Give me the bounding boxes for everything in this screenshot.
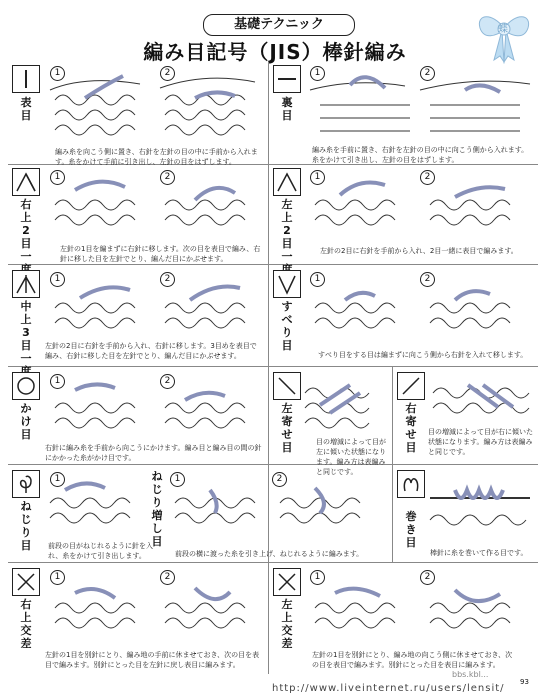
label-right-cross: 右上交差: [20, 598, 32, 650]
caption-yarn-over: 右針に編み糸を手前から向こうにかけます。編み目と編み目の間の針にかかった糸がかけ目です。: [45, 444, 262, 462]
illustration-left-decrease: [305, 175, 535, 245]
label-right-decrease: 右上2目一: [20, 198, 32, 263]
step-1: 1: [310, 170, 325, 185]
watermark-url[interactable]: http://www.liveinternet.ru/users/lensit/: [272, 683, 505, 694]
caption-twisted-increase: 前段の横に渡った糸を引き上げ、ねじれるように編みます。: [175, 550, 364, 558]
illustration-wrap: [425, 478, 535, 538]
symbol-twisted: [12, 470, 40, 498]
label-left-decrease: 左上2目一: [281, 198, 293, 263]
symbol-knit: [12, 65, 40, 93]
caption-right-decrease: 左針の1目を編まずに右針に移します。次の目を表目で編み、右針に移した目を左針でとり、編んだ目にかぶせます。: [60, 245, 261, 263]
illustration-left-lean: [300, 375, 385, 435]
illustration-twisted-increase: [170, 478, 385, 538]
column-divider: [268, 62, 269, 674]
illustration-purl: [305, 70, 535, 148]
ribbon-bow-icon: [474, 6, 534, 64]
caption-slip: すべり目をする目は編まずに向こう側から右針を入れて移します。: [318, 351, 528, 359]
caption-left-decrease: 左針の2目に右針を手前から入れ、2目一緒に表目で編みます。: [320, 247, 518, 255]
label-knit: 表目: [20, 96, 32, 122]
illustration-twisted: [45, 478, 150, 538]
illustration-knit: [45, 70, 260, 148]
step-1: 1: [50, 570, 65, 585]
row-divider: [8, 366, 538, 367]
label-purl: 裏目: [281, 96, 293, 122]
illustration-right-lean: [428, 375, 536, 425]
illustration-yarn-over: [45, 380, 260, 440]
symbol-left-lean: [273, 372, 301, 400]
step-1: 1: [50, 170, 65, 185]
label-left-cross: 左上交差: [281, 598, 293, 650]
watermark-secondary: bbs.kbl...: [452, 670, 489, 679]
label-yarn-over: かけ目: [20, 402, 32, 441]
caption-left-cross: 左針の1目を別針にとり、編み地の向こう側に休ませておき、次の目を表目で編みます。別針にとった目を表目に編みます。: [312, 651, 513, 669]
step-1: 1: [50, 472, 65, 487]
illustration-center-decrease: [45, 278, 260, 344]
step-2: 2: [420, 570, 435, 585]
symbol-right-decrease: [12, 168, 40, 196]
illustration-left-cross: [305, 578, 535, 648]
symbol-right-cross: [12, 568, 40, 596]
symbol-left-cross: [273, 568, 301, 596]
step-2: 2: [420, 66, 435, 81]
row-divider: [8, 464, 538, 465]
caption-knit: 編み糸を向こう側に置き、右針を左針の目の中に手前から入れます。糸をかけて手前に引き出し、左針の目をはずします。: [55, 148, 258, 166]
step-2: 2: [272, 472, 287, 487]
illustration-right-cross: [45, 578, 260, 648]
label-right-lean: 右寄せ目: [405, 402, 417, 454]
label-twisted-increase: ねじり増し目: [151, 470, 163, 548]
caption-twisted: 前段の目がねじれるように針を入れ、糸をかけて引き出します。: [48, 542, 153, 560]
step-1: 1: [50, 272, 65, 287]
step-1: 1: [310, 66, 325, 81]
illustration-right-decrease: [45, 175, 260, 245]
bow-text: 蝶: [498, 24, 508, 35]
symbol-purl: [273, 65, 301, 93]
row-divider: [8, 264, 538, 265]
page-title: 編み目記号（JIS）棒針編み: [143, 40, 407, 64]
caption-purl: 編み糸を手前に置き、右針を左針の目の中に向こう側から入れます。糸をかけて引き出し、左針の目をはずします。: [312, 146, 529, 164]
column-divider: [392, 464, 393, 562]
symbol-yarn-over: [12, 372, 40, 400]
step-2: 2: [160, 570, 175, 585]
step-1: 1: [50, 374, 65, 389]
step-1: 1: [50, 66, 65, 81]
step-1: 1: [310, 272, 325, 287]
step-2: 2: [420, 272, 435, 287]
caption-right-lean: 目の増減によって目が右に傾いた状態になります。編み方は表編みと同じです。: [428, 428, 533, 456]
column-divider: [392, 366, 393, 464]
caption-wrap: 棒針に糸を巻いて作る目です。: [430, 549, 528, 557]
label-wrap: 巻き目: [405, 510, 417, 549]
step-2: 2: [420, 170, 435, 185]
label-slip: すべり目: [281, 300, 293, 352]
label-twisted: ねじり目: [20, 500, 32, 552]
symbol-wrap: [397, 470, 425, 498]
section-tag: 基礎テクニック: [203, 14, 355, 36]
step-2: 2: [160, 170, 175, 185]
step-1: 1: [310, 570, 325, 585]
caption-center-decrease: 左針の2目に右針を手前から入れ、右針に移します。3目めを表目で編み、右針に移した目を左針でとり、編んだ目にかぶせます。: [45, 342, 257, 360]
symbol-center-decrease: [12, 270, 40, 298]
row-divider: [8, 562, 538, 563]
step-2: 2: [160, 66, 175, 81]
illustration-slip: [305, 278, 535, 344]
step-1: 1: [170, 472, 185, 487]
label-center-decrease: 中上3目一: [20, 300, 32, 365]
symbol-slip: [273, 270, 301, 298]
symbol-right-lean: [397, 372, 425, 400]
caption-right-cross: 左針の1目を別針にとり、編み地の手前に休ませておき、次の目を表目で編みます。別針にとった目を左針に戻し表目に編みます。: [45, 651, 260, 669]
step-2: 2: [160, 272, 175, 287]
step-2: 2: [160, 374, 175, 389]
caption-left-lean: 目の増減によって目が左に傾いた状態になります。編み方は表編みと同じです。: [316, 438, 386, 476]
symbol-left-decrease: [273, 168, 301, 196]
page-number: 93: [520, 678, 529, 686]
label-left-lean: 左寄せ目: [281, 402, 293, 454]
